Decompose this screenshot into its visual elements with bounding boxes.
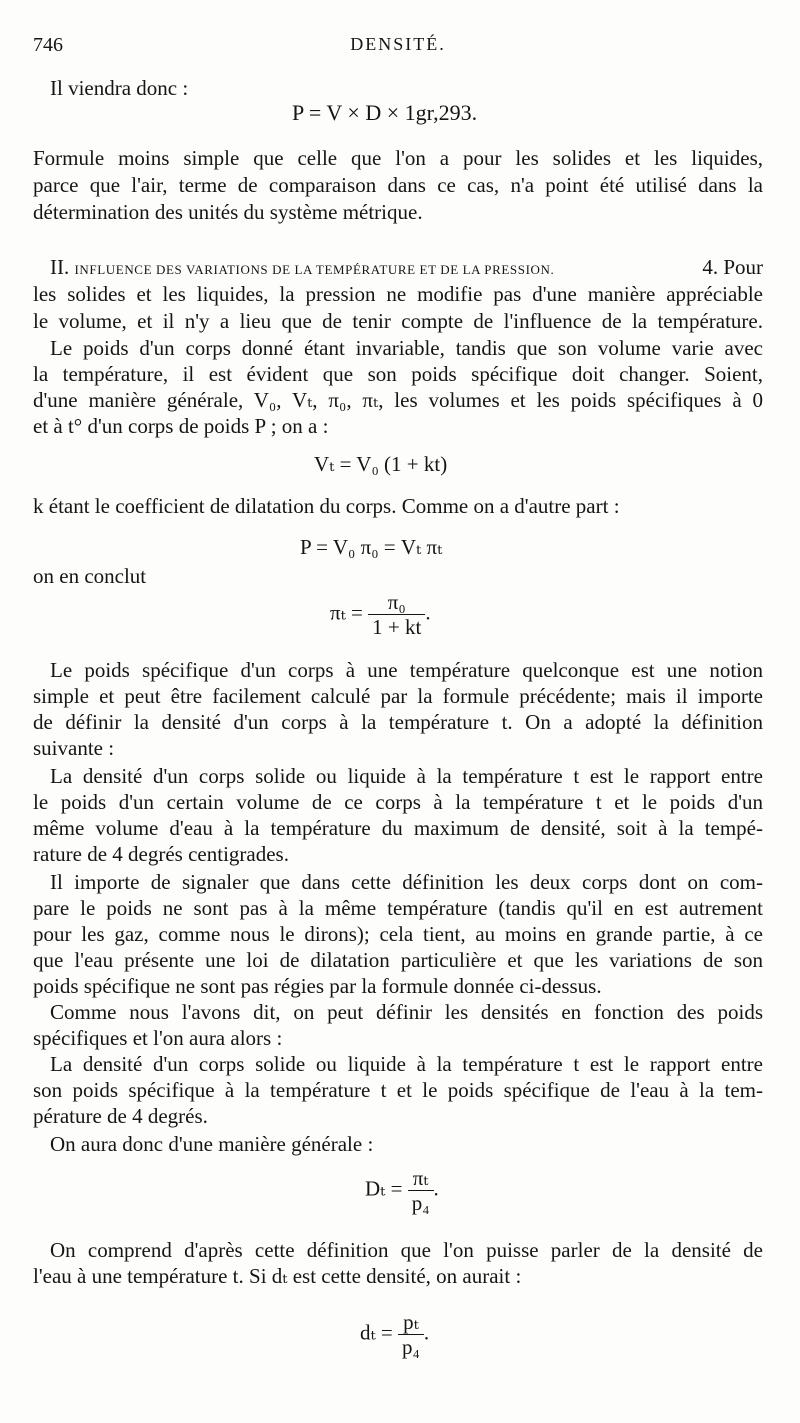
equation-dt-lhs: Dₜ = [365, 1176, 403, 1201]
p12-line-2: l'eau à une température t. Si dₜ est cette densité, on aurait : [33, 1264, 522, 1288]
p7-line-4: rature de 4 degrés centigrades. [33, 842, 289, 866]
intro-text: Il viendra donc : [50, 76, 189, 100]
p5-text: on en conclut [33, 564, 147, 588]
equation-water-lhs: dₜ = [360, 1320, 393, 1345]
p6-line-4: suivante : [33, 736, 115, 760]
page-number: 746 [33, 34, 63, 56]
p3-line-2: la température, il est évident que son poids spécifique doit changer. Soient, [33, 362, 763, 386]
equation-water-numerator: pₜ [398, 1310, 424, 1335]
p3-line-3: d'une manière générale, V₀, Vₜ, π₀, πₜ, les volumes et les poids spécifiques à 0 [33, 388, 763, 412]
equation-water-fraction [398, 1310, 424, 1359]
p10-line-2: son poids spécifique à la température t et le poids spécifique de l'eau à la tem- [33, 1078, 763, 1102]
equation-weight: P = V × D × 1gr,293. [292, 100, 478, 125]
equation-volume: Vₜ = V₀ (1 + kt) [314, 452, 448, 476]
equation-product: P = V₀ π₀ = Vₜ πₜ [300, 535, 443, 559]
p6-line-1: Le poids spécifique d'un corps à une température quelconque est une notion [50, 658, 763, 682]
equation-pi [330, 590, 431, 639]
p3-line-1: Le poids d'un corps donné étant invariable, tandis que son volume varie avec [50, 336, 763, 360]
p4-text: k étant le coefficient de dilatation du corps. Comme on a d'autre part : [33, 494, 620, 518]
p7-line-1: La densité d'un corps solide ou liquide à la température t est le rapport entre [50, 764, 763, 788]
equation-water-end: . [423, 1320, 430, 1345]
equation-water [360, 1310, 429, 1359]
p12-line-1: On comprend d'après cette définition que l'on puisse parler de la densité de [50, 1238, 763, 1262]
p8-line-1: Il importe de signaler que dans cette définition les deux corps dont on com- [50, 870, 763, 894]
p8-line-3: pour les gaz, comme nous le dirons); cela tient, au moins en grande partie, à ce [33, 922, 763, 946]
p1-line-1: Formule moins simple que celle que l'on a pour les solides et les liquides, [33, 146, 763, 170]
equation-pi-end: . [425, 600, 431, 625]
running-title: DENSITÉ. [350, 34, 446, 54]
p8-line-4: que l'eau présente une loi de dilatation particulière et que les variations de son [33, 948, 763, 972]
p7-line-2: le poids d'un certain volume de ce corps à la température t et le poids d'un [33, 790, 763, 814]
equation-dt [365, 1166, 439, 1215]
equation-pi-fraction [368, 590, 425, 639]
p8-line-5: poids spécifique ne sont pas régies par la formule donnée ci-dessus. [33, 974, 602, 998]
equation-dt-denominator: p₄ [411, 1191, 430, 1215]
p10-line-3: pérature de 4 degrés. [33, 1104, 208, 1128]
p11-text: On aura donc d'une manière générale : [50, 1132, 374, 1156]
page-header [33, 34, 763, 58]
p10-line-1: La densité d'un corps solide ou liquide à la température t est le rapport entre [50, 1052, 763, 1076]
equation-dt-end: . [433, 1176, 439, 1201]
equation-dt-fraction [408, 1166, 434, 1215]
p1-line-2: parce que l'air, terme de comparaison dans ce cas, n'a point été utilisé dans la [33, 173, 763, 197]
p9-line-2: spécifiques et l'on aura alors : [33, 1026, 283, 1050]
equation-pi-lhs: πₜ = [330, 600, 363, 625]
p8-line-2: pare le poids ne sont pas à la même température (tandis qu'il en est autrement [33, 896, 763, 920]
equation-pi-denominator: 1 + kt [372, 615, 422, 639]
equation-pi-numerator: π₀ [368, 590, 425, 615]
p6-line-2: simple et peut être facilement calculé par la formule précédente; mais il importe [33, 684, 763, 708]
p6-line-3: de définir la densité d'un corps à la température t. On a adopté la définition [33, 710, 763, 734]
p2-line-1: les solides et les liquides, la pression ne modifie pas d'une manière appréciable [33, 282, 763, 306]
p7-line-3: même volume d'eau à la température du maximum de densité, soit à la tempé- [33, 816, 763, 840]
equation-dt-numerator: πₜ [408, 1166, 434, 1191]
section-numeral: II. [50, 255, 70, 279]
p9-line-1: Comme nous l'avons dit, on peut définir les densités en fonction des poids [50, 1000, 763, 1024]
p3-line-4: et à t° d'un corps de poids P ; on a : [33, 414, 329, 438]
section-item: 4. Pour [702, 255, 763, 279]
p1-line-3: détermination des unités du système métrique. [33, 200, 423, 224]
p2-line-2: le volume, et il n'y a lieu que de tenir compte de l'influence de la température. [33, 309, 763, 333]
section-heading [50, 255, 763, 280]
section-title: INFLUENCE DES VARIATIONS DE LA TEMPÉRATURE ET DE LA PRESSION. [74, 262, 555, 277]
equation-water-denominator: p₄ [402, 1335, 420, 1359]
